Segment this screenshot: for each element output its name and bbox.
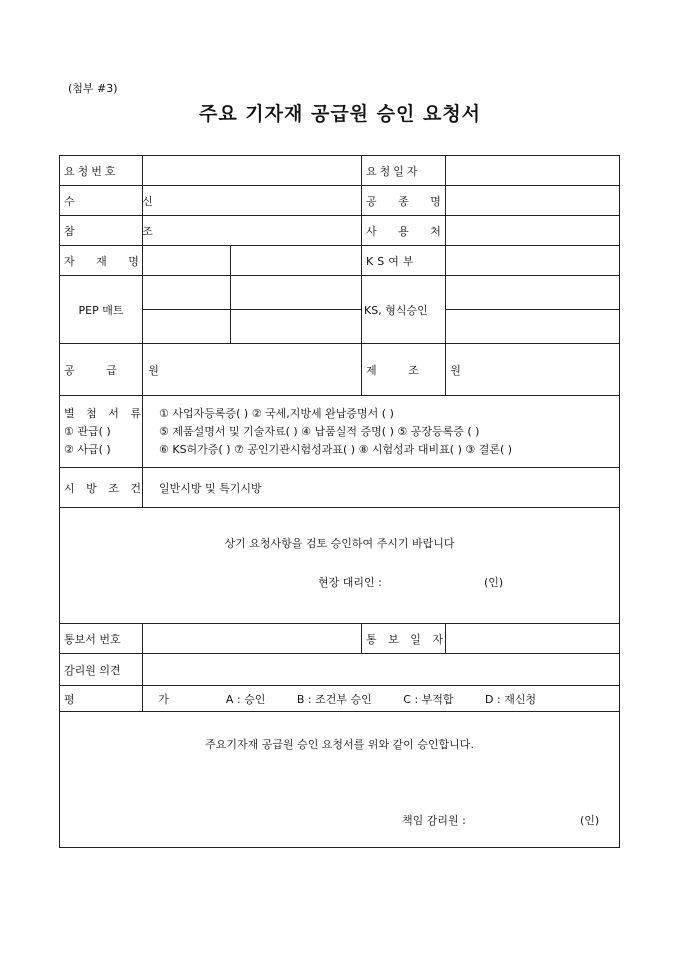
recipient-label: 수 신 [60,186,143,216]
pep-mat-label: PEP 매트 [60,276,143,344]
use-place-label: 사 용 처 [362,216,446,246]
evaluation-grades [143,686,620,712]
pep-mat-field-1a[interactable] [143,276,231,310]
approval-cell [60,712,620,848]
request-no-field[interactable] [143,156,362,186]
material-field-1[interactable] [143,246,231,276]
ks-approval-field-b[interactable] [446,310,620,344]
use-place-field[interactable] [446,216,620,246]
grade-d[interactable]: D : 재신청 [485,692,537,706]
request-message: 상기 요청사항을 검토 승인하여 주시기 바랍니다 [224,537,455,550]
request-no-label: 요청번호 [60,156,143,186]
attachment-number: (첨부 #3) [68,82,118,95]
grade-c[interactable]: C : 부적합 [403,692,454,706]
spec-value: 일반시방 및 특기시방 [143,468,620,508]
pep-mat-field-2a[interactable] [231,276,362,310]
doc-line-2: ⑤ 제품설명서 및 기술자료( ) ④ 납품실적 증명( ) ⑤ 공장등록증 ( ) [159,424,480,438]
request-date-label: 요청일자 [362,156,446,186]
grade-b[interactable]: B : 조건부 승인 [296,692,372,706]
ks-status-field[interactable] [446,246,620,276]
manufacturer-label: 제 조 원 [362,344,446,396]
notice-no-field[interactable] [143,624,362,654]
spec-label: 시 방 조 건 [60,468,143,508]
attachments-label: 별 첨 서 류 [64,406,145,420]
ks-status-label: KS여부 [362,246,446,276]
material-field-2[interactable] [231,246,362,276]
inspector-label: 책임 감리원 : [402,814,466,827]
attach-government-option[interactable]: ① 관급( ) [64,424,111,438]
reference-label: 참 조 [60,216,143,246]
evaluation-label: 평 가 [60,686,143,712]
request-message-cell [60,508,620,624]
notice-no-label: 통보서 번호 [60,624,143,654]
work-type-label: 공 종 명 [362,186,446,216]
approval-message: 주요기자재 공급원 승인 요청서를 위와 같이 승인합니다. [205,738,474,751]
request-date-field[interactable] [446,156,620,186]
doc-line-3: ⑥ KS허가증( ) ⑦ 공인기관시험성과표( ) ⑧ 시험성과 대비표( ) ③ 결론( ) [159,442,513,456]
pep-mat-field-1b[interactable] [143,310,231,344]
ks-approval-field-a[interactable] [446,276,620,310]
supplier-field[interactable] [143,344,362,396]
site-agent-seal: (인) [484,576,504,589]
doc-line-1: ① 사업자등록증( ) ② 국세,지방세 완납증명서 ( ) [159,406,394,420]
site-agent-label: 현장 대리인 : [318,576,382,589]
attach-private-option[interactable]: ② 사급( ) [64,442,111,456]
grade-a[interactable]: A : 승인 [225,692,266,706]
pep-mat-field-2b[interactable] [231,310,362,344]
document-title: 주요 기자재 공급원 승인 요청서 [198,103,482,125]
notice-date-field[interactable] [446,624,620,654]
work-type-field[interactable] [446,186,620,216]
approval-request-form [59,155,620,848]
supplier-label: 공 급 원 [60,344,143,396]
notice-date-label: 통 보 일 자 [362,624,446,654]
opinion-label: 감리원 의견 [60,654,143,686]
material-label: 자 재 명 [60,246,143,276]
ks-approval-label: KS, 형식승인 [362,276,446,344]
opinion-field[interactable] [143,654,620,686]
attachment-documents [143,396,620,468]
attachments-cell [60,396,143,468]
inspector-seal: (인) [580,814,600,827]
